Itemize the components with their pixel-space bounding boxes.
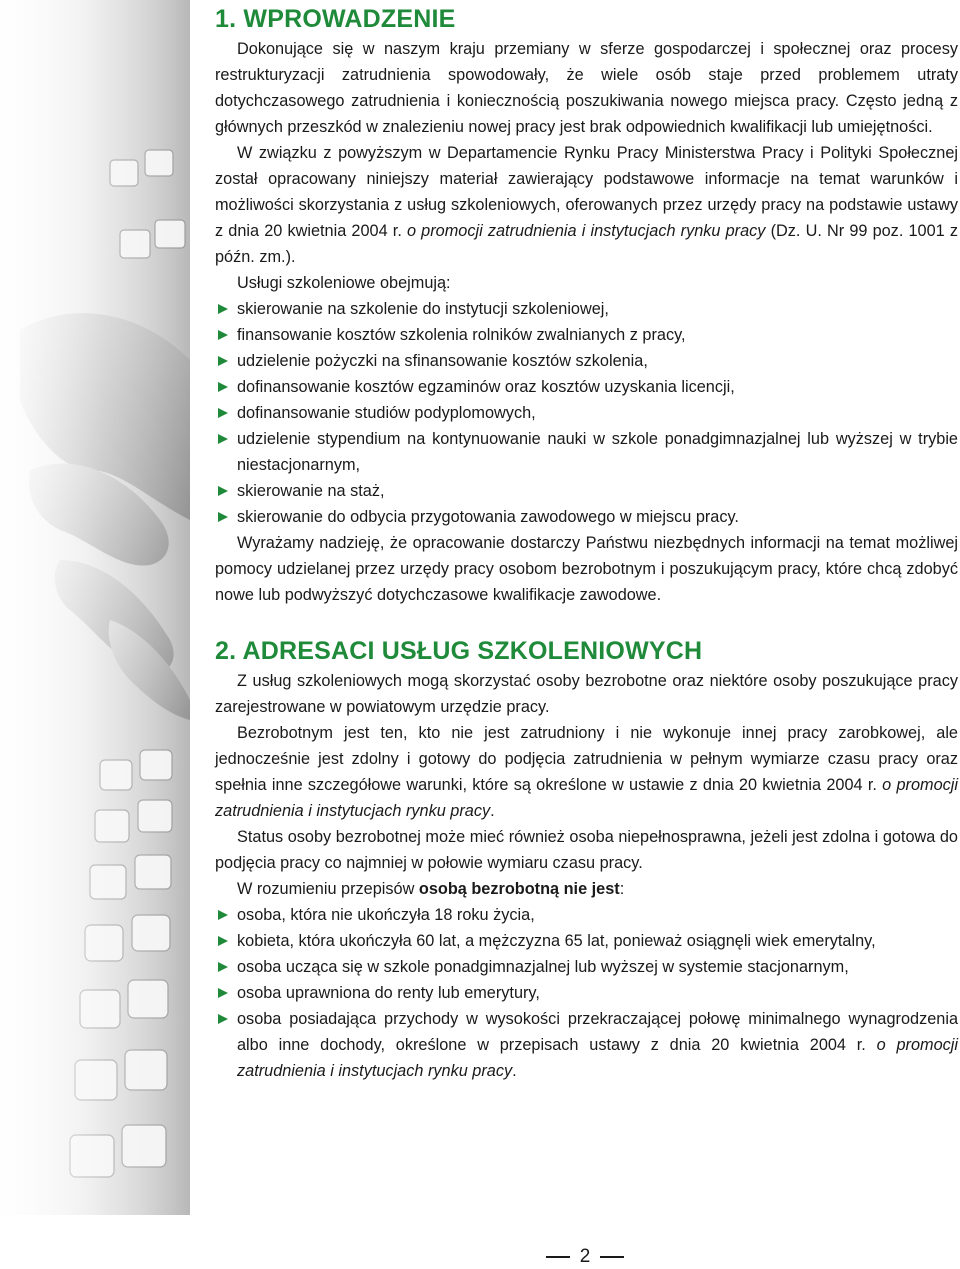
triangle-bullet-icon bbox=[218, 936, 228, 946]
page-number: 2 bbox=[579, 1246, 591, 1267]
exclusions-list-intro: W rozumieniu przepisów osobą bezrobotną nie jest: bbox=[237, 880, 625, 898]
page-footer bbox=[540, 1245, 630, 1269]
triangle-bullet-icon bbox=[218, 486, 228, 496]
triangle-bullet-icon bbox=[218, 988, 228, 998]
triangle-bullet-icon bbox=[218, 304, 228, 314]
list-item: osoba uprawniona do renty lub emerytury, bbox=[215, 980, 958, 1006]
services-list-intro: Usługi szkoleniowe obejmują: bbox=[237, 274, 451, 292]
triangle-bullet-icon bbox=[218, 434, 228, 444]
recipients-paragraph-3: Status osoby bezrobotnej może mieć również osoba niepełnosprawna, jeżeli jest zdolna i gotowa do podjęcia pracy co najmniej w połowie wymiaru czasu pracy. bbox=[215, 828, 958, 872]
intro-paragraph-1: Dokonujące się w naszym kraju przemiany w sferze gospodarczej i społecznej oraz procesy restrukturyzacji zatrudnienia spowodowały, że wiele osób staje przed problemem utraty dotychczasowego zatrudnienia i koniecznością poszukiwania nowego miejsca pracy. Często jedną z głównych przeszkód w znalezieniu nowej pracy jest brak odpowiednich kwalifikacji lub umiejętności. bbox=[215, 40, 958, 136]
triangle-bullet-icon bbox=[218, 962, 228, 972]
list-item: skierowanie do odbycia przygotowania zawodowego w miejscu pracy. bbox=[215, 504, 958, 530]
act-title-italic: o promocji zatrudnienia i instytucjach rynku pracy bbox=[237, 1036, 958, 1080]
triangle-bullet-icon bbox=[218, 330, 228, 340]
keyboard-illustration bbox=[0, 0, 190, 1215]
section-heading-recipients: 2. ADRESACI USŁUG SZKOLENIOWYCH bbox=[215, 637, 703, 665]
intro-paragraph-2-text: W związku z powyższym w Departamencie Rynku Pracy Ministerstwa Pracy i Polityki Społecznej został opracowany niniejszy materiał zawierający podstawowe informacje na temat warunków i możliwości skorzystania z usług szkoleniowych, oferowanych przez urzędy pracy na podstawie ustawy z dnia 20 kwietnia 2004 r. bbox=[215, 144, 958, 240]
list-item: udzielenie pożyczki na sfinansowanie kosztów szkolenia, bbox=[215, 348, 958, 374]
list-item: skierowanie na szkolenie do instytucji szkoleniowej, bbox=[215, 296, 958, 322]
exclusions-list bbox=[215, 902, 958, 1084]
footer-dash-left bbox=[546, 1256, 570, 1258]
keyboard-hands-photo bbox=[0, 0, 190, 1215]
list-item: udzielenie stypendium na kontynuowanie nauki w szkole ponadgimnazjalnej lub wyższej w trybie niestacjonarnym, bbox=[215, 426, 958, 478]
list-item: dofinansowanie studiów podyplomowych, bbox=[215, 400, 958, 426]
list-item: kobieta, która ukończyła 60 lat, a mężczyzna 65 lat, ponieważ osiągnęli wiek emerytalny, bbox=[215, 928, 958, 954]
emphasis-bold: osobą bezrobotną nie jest bbox=[418, 880, 620, 898]
triangle-bullet-icon bbox=[218, 1014, 228, 1024]
list-item: skierowanie na staż, bbox=[215, 478, 958, 504]
section-heading-introduction: 1. WPROWADZENIE bbox=[215, 5, 456, 33]
triangle-bullet-icon bbox=[218, 356, 228, 366]
recipients-paragraph-1: Z usług szkoleniowych mogą skorzystać osoby bezrobotne oraz niektóre osoby poszukujące pracy zarejestrowane w powiatowym urzędzie pracy. bbox=[215, 672, 958, 716]
list-item: dofinansowanie kosztów egzaminów oraz kosztów uzyskania licencji, bbox=[215, 374, 958, 400]
intro-paragraph-2 bbox=[215, 140, 958, 270]
footer-dash-right bbox=[600, 1256, 624, 1258]
services-list bbox=[215, 296, 958, 530]
act-title-italic: o promocji zatrudnienia i instytucjach rynku pracy bbox=[406, 222, 766, 240]
list-item: osoba ucząca się w szkole ponadgimnazjalnej lub wyższej w systemie stacjonarnym, bbox=[215, 954, 958, 980]
triangle-bullet-icon bbox=[218, 512, 228, 522]
triangle-bullet-icon bbox=[218, 382, 228, 392]
page-content bbox=[215, 0, 958, 1084]
list-item: finansowanie kosztów szkolenia rolników zwalnianych z pracy, bbox=[215, 322, 958, 348]
act-title-italic: o promocji zatrudnienia i instytucjach rynku pracy bbox=[215, 776, 958, 820]
closing-paragraph: Wyrażamy nadzieję, że opracowanie dostarczy Państwu niezbędnych informacji na temat możliwej pomocy udzielanej przez urzędy pracy osobom bezrobotnym i poszukującym pracy, które chcą zdobyć nowe lub podwyższyć dotychczasowe kwalifikacje zawodowe. bbox=[215, 534, 958, 604]
list-item: osoba posiadająca przychody w wysokości przekraczającej połowę minimalnego wynagrodzenia albo inne dochody, określone w przepisach ustawy z dnia 20 kwietnia 2004 r. o promocji zatrudnienia i instytucjach rynku pracy. bbox=[215, 1006, 958, 1084]
triangle-bullet-icon bbox=[218, 910, 228, 920]
triangle-bullet-icon bbox=[218, 408, 228, 418]
recipients-paragraph-2: Bezrobotnym jest ten, kto nie jest zatrudniony i nie wykonuje innej pracy zarobkowej, ale jednocześnie jest zdolny i gotowy do podjęcia zatrudnienia w pełnym wymiarze czasu pracy oraz spełnia inne szczegółowe warunki, które są określone w ustawie z dnia 20 kwietnia 2004 r. o promocji zatrudnienia i instytucjach rynku pracy. bbox=[215, 724, 958, 820]
list-item: osoba, która nie ukończyła 18 roku życia, bbox=[215, 902, 958, 928]
intro-paragraph-2-citation: (Dz. U. Nr 99 poz. 1001 z późn. zm.). bbox=[215, 222, 958, 266]
